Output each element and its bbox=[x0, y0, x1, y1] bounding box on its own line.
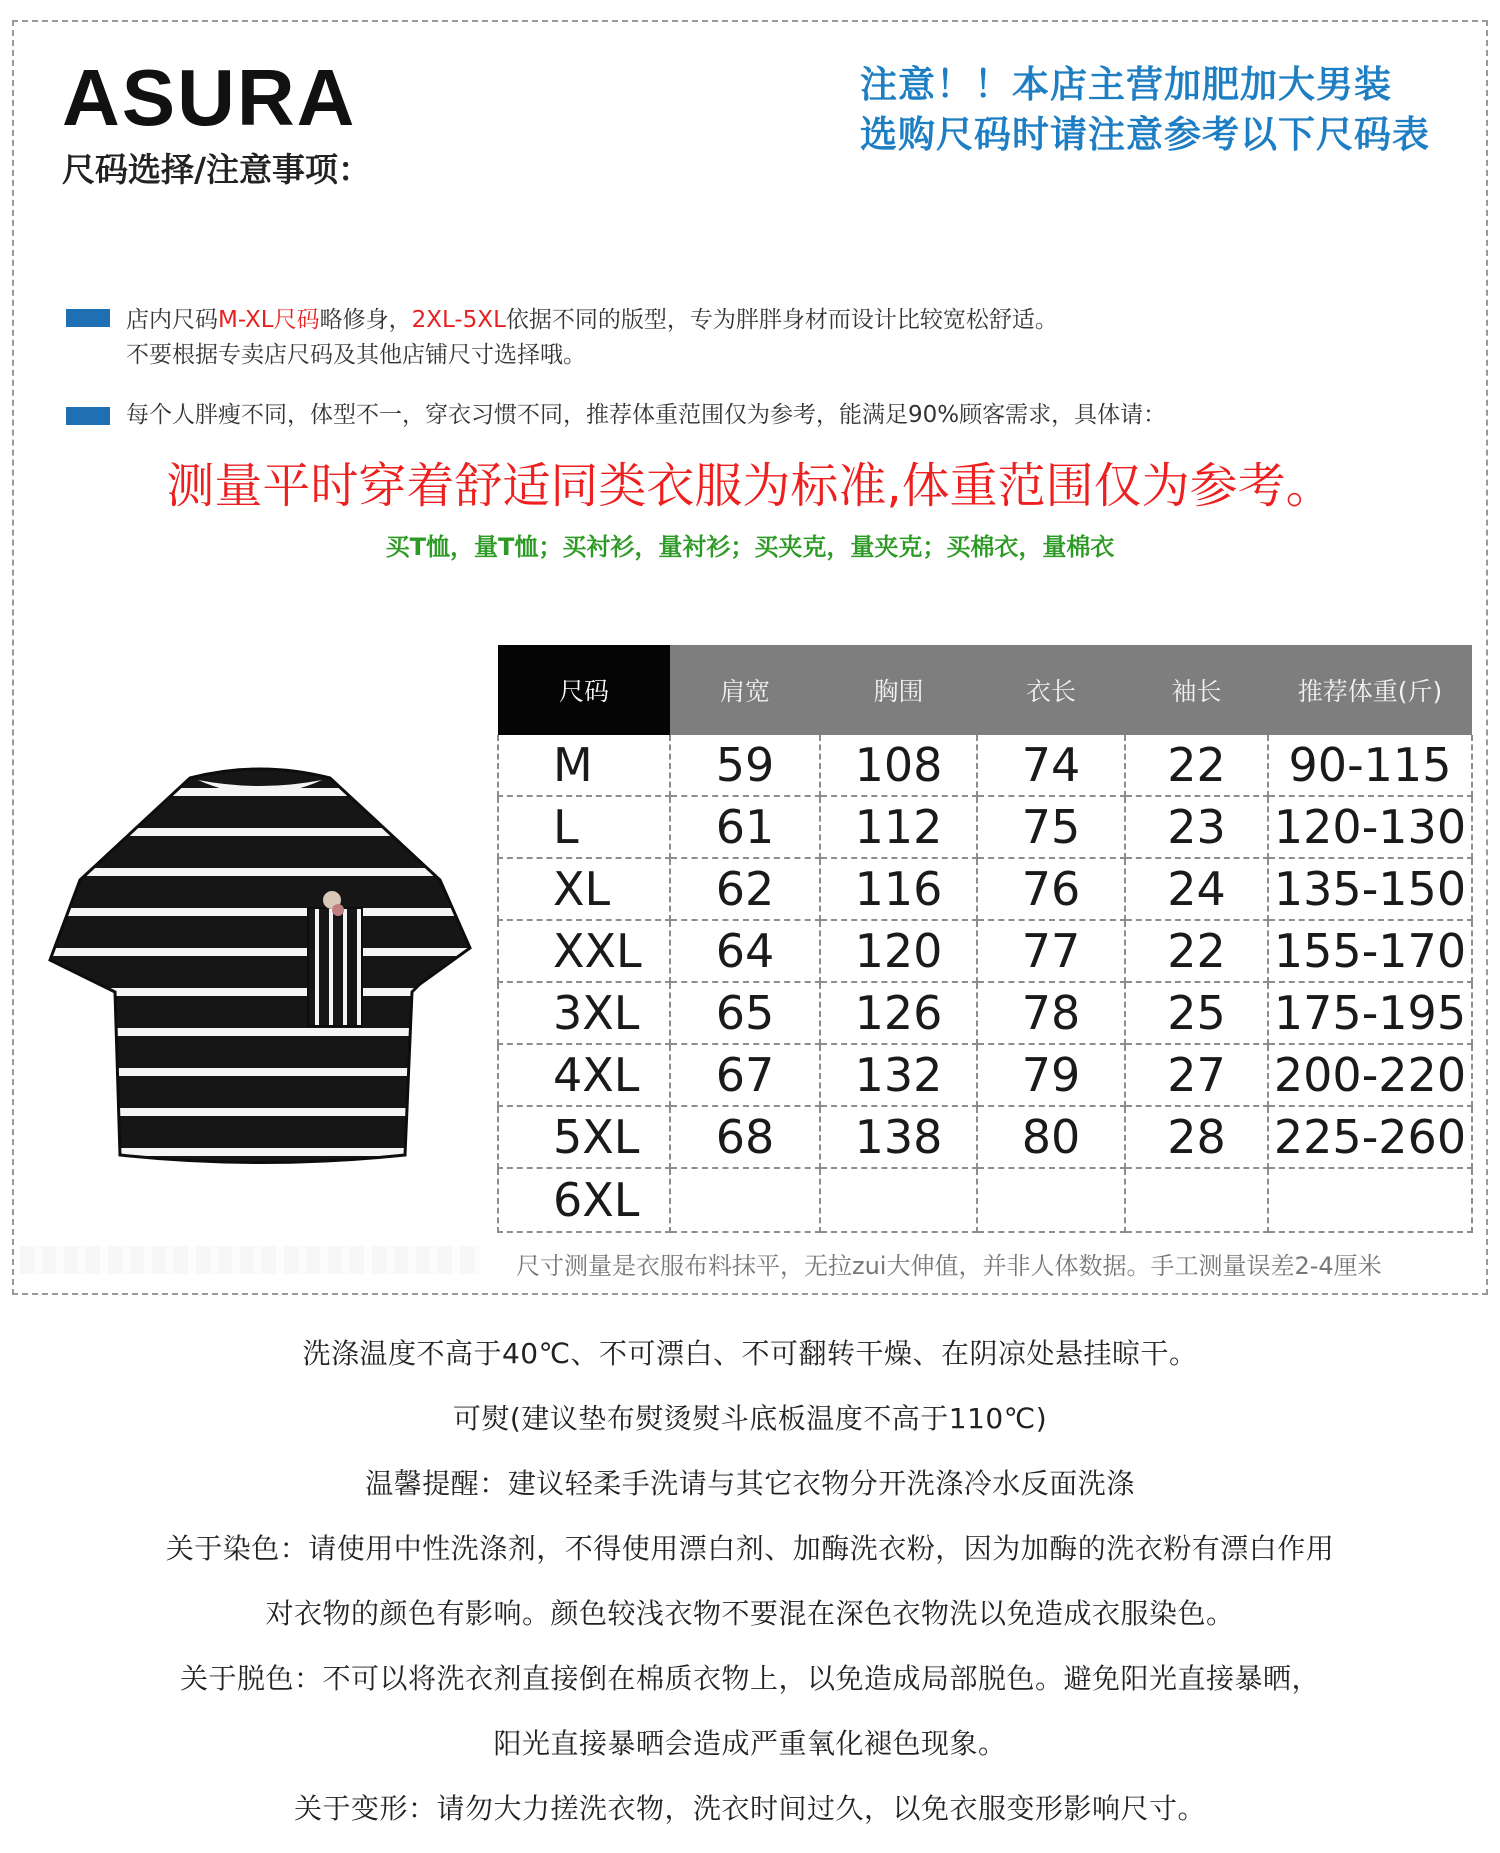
table-cell bbox=[1125, 1168, 1268, 1232]
column-header-chest: 胸围 bbox=[820, 645, 977, 735]
table-cell bbox=[1268, 1168, 1472, 1232]
table-cell: 225-260 bbox=[1268, 1106, 1472, 1168]
table-row bbox=[498, 1168, 1472, 1232]
care-instruction: 关于染色：请使用中性洗涤剂，不得使用漂白剂、加酶洗衣粉，因为加酶的洗衣粉有漂白作用 bbox=[165, 1532, 1335, 1565]
size-cell: 4XL bbox=[498, 1044, 670, 1106]
table-cell: 59 bbox=[670, 735, 820, 796]
table-cell: 65 bbox=[670, 982, 820, 1044]
table-row bbox=[498, 982, 1472, 1044]
table-row bbox=[498, 796, 1472, 858]
table-row bbox=[498, 1106, 1472, 1168]
table-cell: 22 bbox=[1125, 735, 1268, 796]
size-cell: M bbox=[498, 735, 670, 796]
table-cell: 135-150 bbox=[1268, 858, 1472, 920]
table-cell: 27 bbox=[1125, 1044, 1268, 1106]
table-cell: 77 bbox=[977, 920, 1125, 982]
size-cell: XL bbox=[498, 858, 670, 920]
size-cell: 6XL bbox=[498, 1168, 670, 1232]
care-instruction: 阳光直接暴晒会造成严重氧化褪色现象。 bbox=[493, 1727, 1007, 1760]
table-row bbox=[498, 1044, 1472, 1106]
info-text: 店内尺码 bbox=[126, 307, 218, 333]
table-cell: 25 bbox=[1125, 982, 1268, 1044]
table-cell bbox=[977, 1168, 1125, 1232]
page-subtitle: 尺码选择/注意事项： bbox=[62, 150, 372, 189]
table-cell: 23 bbox=[1125, 796, 1268, 858]
table-cell bbox=[670, 1168, 820, 1232]
table-cell: 78 bbox=[977, 982, 1125, 1044]
table-cell: 75 bbox=[977, 796, 1125, 858]
notice-banner bbox=[860, 60, 1480, 160]
table-cell bbox=[820, 1168, 977, 1232]
table-cell: 24 bbox=[1125, 858, 1268, 920]
table-cell: 155-170 bbox=[1268, 920, 1472, 982]
column-header-sleeve: 袖长 bbox=[1125, 645, 1268, 735]
table-cell: 22 bbox=[1125, 920, 1268, 982]
bullet-marker bbox=[66, 407, 110, 425]
brand-logo: ASURA bbox=[62, 53, 357, 142]
table-cell: 79 bbox=[977, 1044, 1125, 1106]
faded-watermark bbox=[20, 1246, 480, 1274]
table-cell: 90-115 bbox=[1268, 735, 1472, 796]
care-instruction: 洗涤温度不高于40℃、不可漂白、不可翻转干燥、在阴凉处悬挂晾干。 bbox=[302, 1337, 1198, 1370]
size-chart-table bbox=[497, 645, 1473, 1233]
striped-tshirt-image bbox=[40, 760, 480, 1180]
notice-line-1: 注意！！本店主营加肥加大男装 bbox=[860, 63, 1392, 106]
table-cell: 64 bbox=[670, 920, 820, 982]
table-cell: 80 bbox=[977, 1106, 1125, 1168]
table-row bbox=[498, 920, 1472, 982]
size-cell: L bbox=[498, 796, 670, 858]
table-cell: 120 bbox=[820, 920, 977, 982]
bullet-marker bbox=[66, 309, 110, 327]
table-cell: 126 bbox=[820, 982, 977, 1044]
care-instruction: 温馨提醒：建议轻柔手洗请与其它衣物分开洗涤冷水反面洗涤 bbox=[365, 1467, 1135, 1500]
info-text: 略修身， bbox=[319, 307, 412, 333]
table-cell: 74 bbox=[977, 735, 1125, 796]
table-cell: 116 bbox=[820, 858, 977, 920]
table-cell: 120-130 bbox=[1268, 796, 1472, 858]
info-paragraph-1 bbox=[126, 303, 1058, 373]
table-row bbox=[498, 858, 1472, 920]
table-cell: 28 bbox=[1125, 1106, 1268, 1168]
table-cell: 67 bbox=[670, 1044, 820, 1106]
measurement-highlight: 测量平时穿着舒适同类衣服为标准,体重范围仅为参考。 bbox=[166, 458, 1334, 514]
care-instruction: 关于变形：请勿大力搓洗衣物，洗衣时间过久，以免衣服变形影响尺寸。 bbox=[293, 1792, 1206, 1825]
table-row bbox=[498, 735, 1472, 796]
size-cell: 3XL bbox=[498, 982, 670, 1044]
care-instruction: 对衣物的颜色有影响。颜色较浅衣物不要混在深色衣物洗以免造成衣服染色。 bbox=[265, 1597, 1235, 1630]
table-cell: 68 bbox=[670, 1106, 820, 1168]
table-cell: 200-220 bbox=[1268, 1044, 1472, 1106]
table-cell: 138 bbox=[820, 1106, 977, 1168]
table-cell: 61 bbox=[670, 796, 820, 858]
column-header-shoulder: 肩宽 bbox=[670, 645, 820, 735]
info-highlight: 2XL-5XL bbox=[411, 307, 506, 333]
column-header-size: 尺码 bbox=[498, 645, 670, 735]
table-header-row bbox=[498, 645, 1472, 735]
info-text: 依据不同的版型，专为胖胖身材而设计比较宽松舒适。 bbox=[505, 307, 1058, 333]
table-cell: 132 bbox=[820, 1044, 977, 1106]
table-cell: 108 bbox=[820, 735, 977, 796]
size-cell: 5XL bbox=[498, 1106, 670, 1168]
care-instruction: 可熨(建议垫布熨烫熨斗底板温度不高于110℃) bbox=[452, 1402, 1048, 1435]
measurement-note: 尺寸测量是衣服布料抹平，无拉zui大伸值，并非人体数据。手工测量误差2-4厘米 bbox=[516, 1252, 1382, 1280]
info-text: 不要根据专卖店尺码及其他店铺尺寸选择哦。 bbox=[126, 342, 586, 368]
size-cell: XXL bbox=[498, 920, 670, 982]
table-cell: 76 bbox=[977, 858, 1125, 920]
info-highlight: M-XL尺码 bbox=[218, 307, 320, 333]
table-cell: 175-195 bbox=[1268, 982, 1472, 1044]
table-cell: 112 bbox=[820, 796, 977, 858]
measurement-tip: 买T恤，量T恤；买衬衫，量衬衫；买夹克，量夹克；买棉衣，量棉衣 bbox=[385, 533, 1115, 561]
info-paragraph-2: 每个人胖瘦不同，体型不一，穿衣习惯不同，推荐体重范围仅为参考，能满足90%顾客需求，具体请： bbox=[126, 402, 1167, 428]
table-cell: 62 bbox=[670, 858, 820, 920]
column-header-length: 衣长 bbox=[977, 645, 1125, 735]
column-header-weight: 推荐体重(斤) bbox=[1268, 645, 1472, 735]
care-instruction: 关于脱色：不可以将洗衣剂直接倒在棉质衣物上，以免造成局部脱色。避免阳光直接暴晒， bbox=[179, 1662, 1320, 1695]
notice-line-2: 选购尺码时请注意参考以下尺码表 bbox=[860, 113, 1430, 156]
